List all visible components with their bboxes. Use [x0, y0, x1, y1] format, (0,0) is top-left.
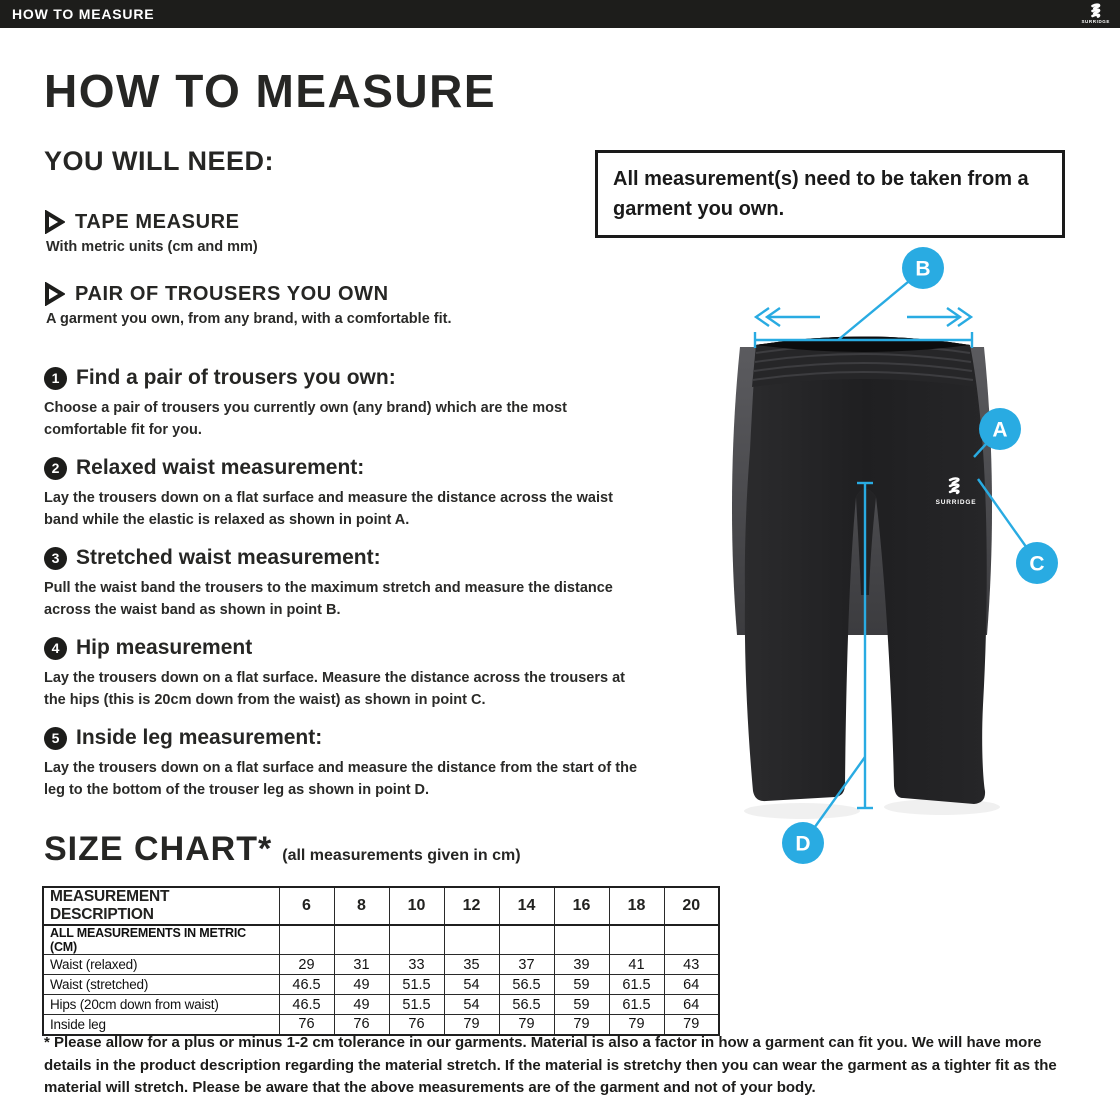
marker-b	[902, 247, 944, 289]
cell: 54	[444, 975, 499, 995]
table-row	[43, 925, 719, 955]
tolerance-footnote: * Please allow for a plus or minus 1-2 cm tolerance in our garments. Material is also a factor in how a garment can fit you. We will have more details in the product description regarding the material stretch. If the material is stretchy then you can wear the garment as a tighter fit as the material will stretch. Please be aware that the above measurements are of the garment and not of your body.	[44, 1034, 1057, 1096]
requirement-description: With metric units (cm and mm)	[46, 239, 258, 255]
row-label: Waist (stretched)	[43, 975, 279, 995]
empty-cell	[499, 925, 554, 955]
column-header: 14	[499, 887, 554, 925]
step-5	[44, 726, 644, 801]
cell: 49	[334, 975, 389, 995]
row-label: Inside leg	[43, 1015, 279, 1035]
cell: 46.5	[279, 975, 334, 995]
top-bar-title: HOW TO MEASURE	[12, 6, 155, 22]
step-body: Lay the trousers down on a flat surface and measure the distance across the waist band while the elastic is relaxed as shown in point A.	[44, 490, 613, 529]
row-label: Hips (20cm down from waist)	[43, 995, 279, 1015]
step-number-badge: 4	[44, 637, 67, 660]
cell: 76	[334, 1015, 389, 1035]
step-title: Find a pair of trousers you own:	[76, 366, 396, 389]
cell: 51.5	[389, 975, 444, 995]
cell: 35	[444, 955, 499, 975]
column-header: 20	[664, 887, 719, 925]
you-will-need-heading: YOU WILL NEED:	[44, 146, 275, 176]
play-triangle-icon	[44, 210, 65, 234]
column-header: 6	[279, 887, 334, 925]
table-row	[43, 955, 719, 975]
column-header: 8	[334, 887, 389, 925]
stretch-arrow-left-icon	[756, 308, 820, 326]
requirement-label: TAPE MEASURE	[75, 210, 240, 233]
step-2	[44, 456, 644, 531]
size-chart-heading	[44, 830, 521, 869]
size-chart-table	[42, 886, 720, 1036]
trousers-diagram	[690, 235, 1100, 880]
cell: 64	[664, 995, 719, 1015]
svg-text:A: A	[992, 418, 1008, 442]
cell: 79	[609, 1015, 664, 1035]
empty-cell	[389, 925, 444, 955]
step-number-badge: 1	[44, 367, 67, 390]
cell: 56.5	[499, 995, 554, 1015]
marker-b-line	[838, 277, 914, 340]
row-label: Waist (relaxed)	[43, 955, 279, 975]
cell: 59	[554, 975, 609, 995]
step-title: Relaxed waist measurement:	[76, 456, 365, 479]
marker-c	[1016, 542, 1058, 584]
step-body: Choose a pair of trousers you currently own (any brand) which are the most comfortable fit for you.	[44, 400, 567, 439]
measurement-note-box: All measurement(s) need to be taken from a garment you own.	[595, 150, 1065, 238]
empty-cell	[279, 925, 334, 955]
requirement-description: A garment you own, from any brand, with a comfortable fit.	[46, 311, 452, 327]
page-title: HOW TO MEASURE	[44, 65, 497, 117]
svg-text:D: D	[795, 832, 811, 856]
cell: 31	[334, 955, 389, 975]
cell: 76	[279, 1015, 334, 1035]
empty-cell	[444, 925, 499, 955]
play-triangle-icon	[44, 282, 65, 306]
step-title: Hip measurement	[76, 636, 253, 659]
cell: 29	[279, 955, 334, 975]
step-3	[44, 546, 644, 621]
garment-logo-text: SURRIDGE	[935, 499, 977, 506]
brand-logo-text: SURRIDGE	[1081, 19, 1110, 25]
step-1	[44, 366, 644, 441]
cell: 54	[444, 995, 499, 1015]
step-number-badge: 2	[44, 457, 67, 480]
cell: 49	[334, 995, 389, 1015]
cell: 79	[664, 1015, 719, 1035]
marker-d	[782, 822, 824, 864]
cell: 33	[389, 955, 444, 975]
table-row	[43, 995, 719, 1015]
metric-note-cell: ALL MEASUREMENTS IN METRIC (CM)	[43, 925, 279, 955]
step-4	[44, 636, 644, 711]
column-header: 18	[609, 887, 664, 925]
empty-cell	[664, 925, 719, 955]
step-body: Lay the trousers down on a flat surface. Measure the distance across the trousers at the hips (this is 20cm down from the waist) as shown in point C.	[44, 670, 625, 709]
step-body: Pull the waist band the trousers to the maximum stretch and measure the distance across the waist band as shown in point B.	[44, 580, 613, 619]
cell: 39	[554, 955, 609, 975]
column-header: 10	[389, 887, 444, 925]
requirement-tape-measure	[44, 210, 604, 255]
cell: 61.5	[609, 975, 664, 995]
cell: 61.5	[609, 995, 664, 1015]
cell: 79	[499, 1015, 554, 1035]
requirement-trousers	[44, 282, 604, 327]
step-number-badge: 5	[44, 727, 67, 750]
step-title: Inside leg measurement:	[76, 726, 323, 749]
stretch-arrow-right-icon	[907, 308, 971, 326]
cell: 64	[664, 975, 719, 995]
cell: 59	[554, 995, 609, 1015]
cell: 37	[499, 955, 554, 975]
cell: 41	[609, 955, 664, 975]
cell: 43	[664, 955, 719, 975]
brand-logo	[1081, 3, 1110, 25]
step-body: Lay the trousers down on a flat surface and measure the distance from the start of the leg to the bottom of the trouser leg as shown in point D.	[44, 760, 638, 799]
cell: 76	[389, 1015, 444, 1035]
step-number-badge: 3	[44, 547, 67, 570]
cell: 51.5	[389, 995, 444, 1015]
cell: 46.5	[279, 995, 334, 1015]
surridge-s-icon	[1088, 3, 1104, 19]
column-header: MEASUREMENT DESCRIPTION	[43, 887, 279, 925]
trousers-image	[732, 337, 992, 805]
empty-cell	[554, 925, 609, 955]
table-header-row	[43, 887, 719, 925]
svg-text:C: C	[1029, 552, 1045, 576]
column-header: 12	[444, 887, 499, 925]
cell: 79	[444, 1015, 499, 1035]
column-header: 16	[554, 887, 609, 925]
size-chart-title: SIZE CHART*	[44, 830, 273, 868]
size-chart-subtitle: (all measurements given in cm)	[282, 847, 521, 864]
requirement-label: PAIR OF TROUSERS YOU OWN	[75, 282, 389, 305]
cell: 56.5	[499, 975, 554, 995]
empty-cell	[609, 925, 664, 955]
marker-a	[979, 408, 1021, 450]
top-bar	[0, 0, 1120, 28]
step-title: Stretched waist measurement:	[76, 546, 381, 569]
empty-cell	[334, 925, 389, 955]
cell: 79	[554, 1015, 609, 1035]
table-row	[43, 975, 719, 995]
svg-text:B: B	[915, 257, 931, 281]
